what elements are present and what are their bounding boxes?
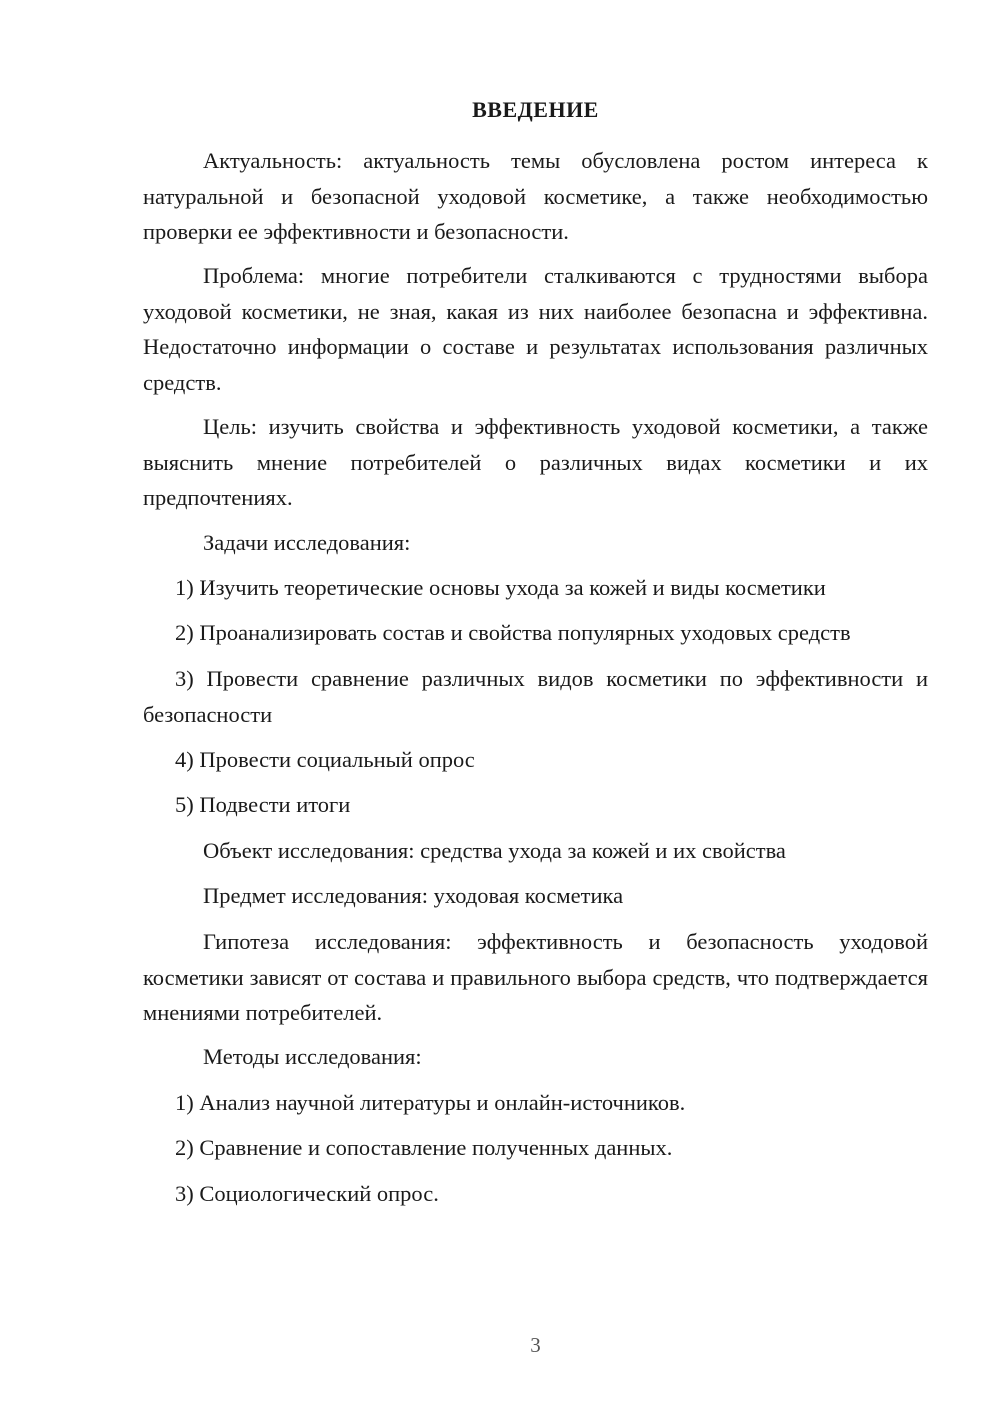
task-item: 3) Провести сравнение различных видов косметики по эффективности и безопасности xyxy=(143,666,928,727)
section-title: ВВЕДЕНИЕ xyxy=(472,97,599,122)
problem-paragraph: Проблема: многие потребители сталкиваются с трудностями выбора уходовой косметики, не зная, какая из них наиболее безопасна и эффективна. Недостаточно информации о составе и результатах использования различных средств. xyxy=(143,263,928,395)
task-item: 1) Изучить теоретические основы ухода за кожей и виды косметики xyxy=(175,575,826,600)
object-line: Объект исследования: средства ухода за кожей и их свойства xyxy=(203,838,786,863)
subject-line: Предмет исследования: уходовая косметика xyxy=(203,883,624,908)
method-item: 2) Сравнение и сопоставление полученных данных. xyxy=(175,1135,673,1160)
method-item: 3) Социологический опрос. xyxy=(175,1181,439,1206)
methods-heading: Методы исследования: xyxy=(203,1044,422,1069)
task-item: 4) Провести социальный опрос xyxy=(175,747,475,772)
method-item: 1) Анализ научной литературы и онлайн-источников. xyxy=(175,1090,686,1115)
page-number: 3 xyxy=(530,1333,541,1357)
goal-paragraph: Цель: изучить свойства и эффективность уходовой косметики, а также выяснить мнение потребителей о различных видах косметики и их предпочтениях. xyxy=(143,414,928,510)
hypothesis-paragraph: Гипотеза исследования: эффективность и безопасность уходовой косметики зависят от состава и правильного выбора средств, что подтверждается мнениями потребителей. xyxy=(143,929,928,1025)
task-item: 5) Подвести итоги xyxy=(175,792,351,817)
tasks-heading: Задачи исследования: xyxy=(203,530,411,555)
task-item: 2) Проанализировать состав и свойства популярных уходовых средств xyxy=(175,620,851,645)
document-page xyxy=(143,0,928,1414)
relevance-paragraph: Актуальность: актуальность темы обусловлена ростом интереса к натуральной и безопасной уходовой косметике, а также необходимостью проверки ее эффективности и безопасности. xyxy=(143,148,928,244)
